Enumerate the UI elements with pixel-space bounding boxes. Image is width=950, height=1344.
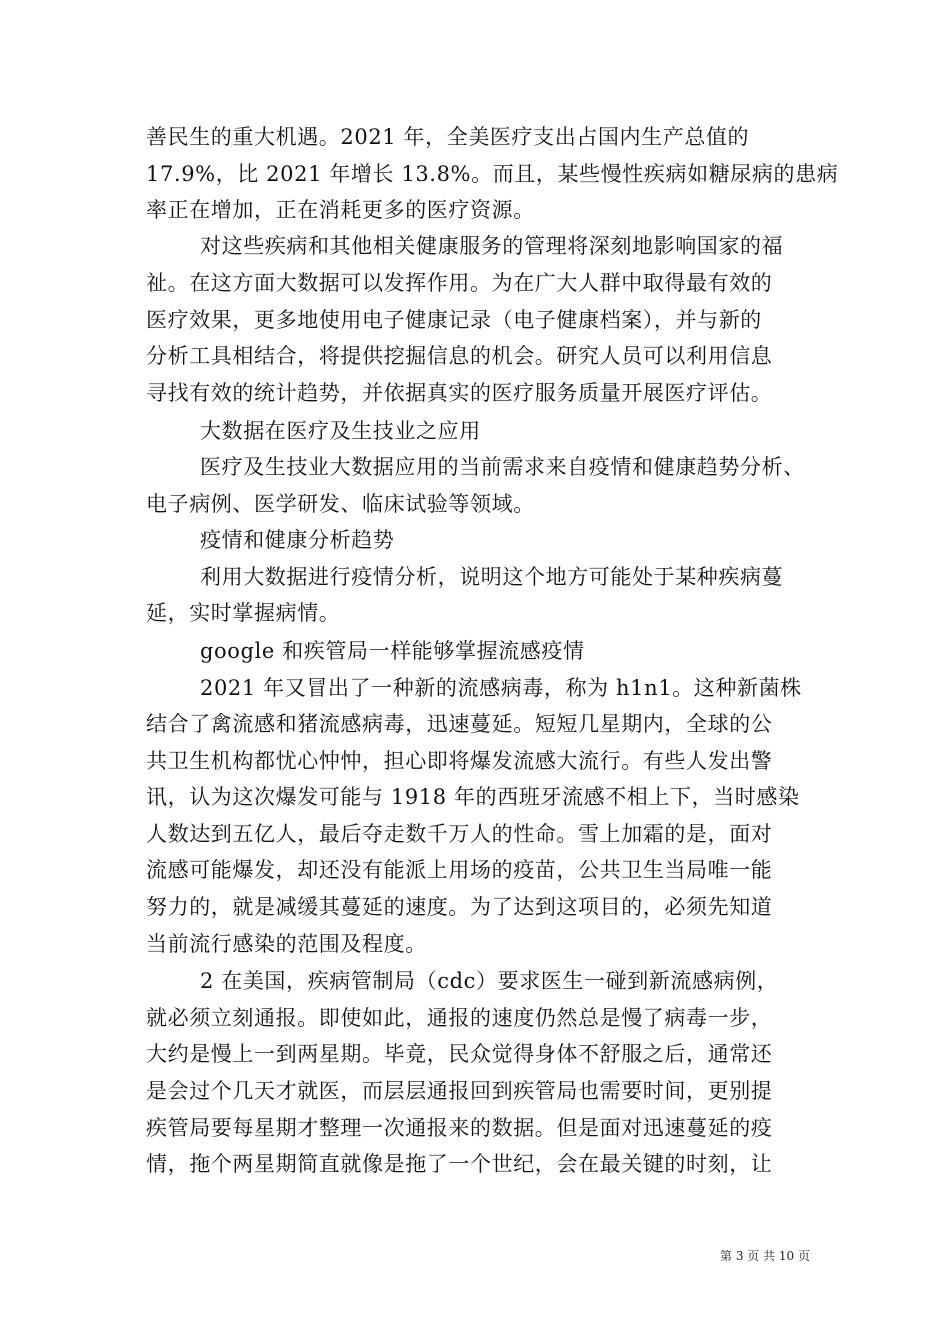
text-line: 17.9%，比 2021 年增长 13.8%。而且，某些慢性疾病如糖尿病的患病 xyxy=(146,162,839,186)
text-line: 医疗效果，更多地使用电子健康记录（电子健康档案），并与新的 xyxy=(146,308,762,332)
text-line: 寻找有效的统计趋势，并依据真实的医疗服务质量开展医疗评估。 xyxy=(146,381,773,405)
text-line: 努力的，就是减缓其蔓延的速度。为了达到这项目的，必须先知道 xyxy=(146,895,773,919)
text-line: 祉。在这方面大数据可以发挥作用。为在广大人群中取得最有效的 xyxy=(146,271,773,295)
text-line: 医疗及生技业大数据应用的当前需求来自疫情和健康趋势分析、 xyxy=(200,455,805,479)
text-line: 利用大数据进行疫情分析，说明这个地方可能处于某种疾病蔓 xyxy=(200,565,784,589)
text-line: 疾管局要每星期才整理一次通报来的数据。但是面对迅速蔓延的疫 xyxy=(146,1116,773,1140)
text-line: 情，拖个两星期简直就像是拖了一个世纪，会在最关键的时刻，让 xyxy=(146,1152,773,1176)
text-line: 讯，认为这次爆发可能与 1918 年的西班牙流感不相上下，当时感染 xyxy=(146,785,800,809)
text-line: 善民生的重大机遇。2021 年，全美医疗支出占国内生产总值的 xyxy=(146,125,750,149)
text-line: 大约是慢上一到两星期。毕竟，民众觉得身体不舒服之后，通常还 xyxy=(146,1042,773,1066)
text-line: 结合了禽流感和猪流感病毒，迅速蔓延。短短几星期内，全球的公 xyxy=(146,712,773,736)
text-line: 对这些疾病和其他相关健康服务的管理将深刻地影响国家的福 xyxy=(200,234,784,258)
text-line: 2 在美国，疾病管制局（cdc）要求医生一碰到新流感病例， xyxy=(200,969,779,993)
text-line: 当前流行感染的范围及程度。 xyxy=(146,932,427,956)
text-line: 是会过个几天才就医，而层层通报回到疾管局也需要时间，更别提 xyxy=(146,1079,773,1103)
section-heading: 大数据在医疗及生技业之应用 xyxy=(200,419,481,443)
text-line: 2021 年又冒出了一种新的流感病毒，称为 h1n1。这种新菌株 xyxy=(200,676,802,700)
text-line: 率正在增加，正在消耗更多的医疗资源。 xyxy=(146,198,535,222)
section-heading: 疫情和健康分析趋势 xyxy=(200,528,395,552)
text-line: 共卫生机构都忧心忡忡，担心即将爆发流感大流行。有些人发出警 xyxy=(146,749,773,773)
text-line: 流感可能爆发，却还没有能派上用场的疫苗，公共卫生当局唯一能 xyxy=(146,858,773,882)
text-line: 人数达到五亿人，最后夺走数千万人的性命。雪上加霜的是，面对 xyxy=(146,822,773,846)
text-line: 延，实时掌握病情。 xyxy=(146,601,341,625)
text-line: 电子病例、医学研发、临床试验等领域。 xyxy=(146,492,535,516)
text-line: 就必须立刻通报。即使如此，通报的速度仍然总是慢了病毒一步， xyxy=(146,1006,773,1030)
section-heading: google 和疾管局一样能够掌握流感疫情 xyxy=(200,639,585,663)
page-number-footer: 第 3 页 共 10 页 xyxy=(720,1249,810,1263)
text-line: 分析工具相结合，将提供挖掘信息的机会。研究人员可以利用信息 xyxy=(146,344,773,368)
